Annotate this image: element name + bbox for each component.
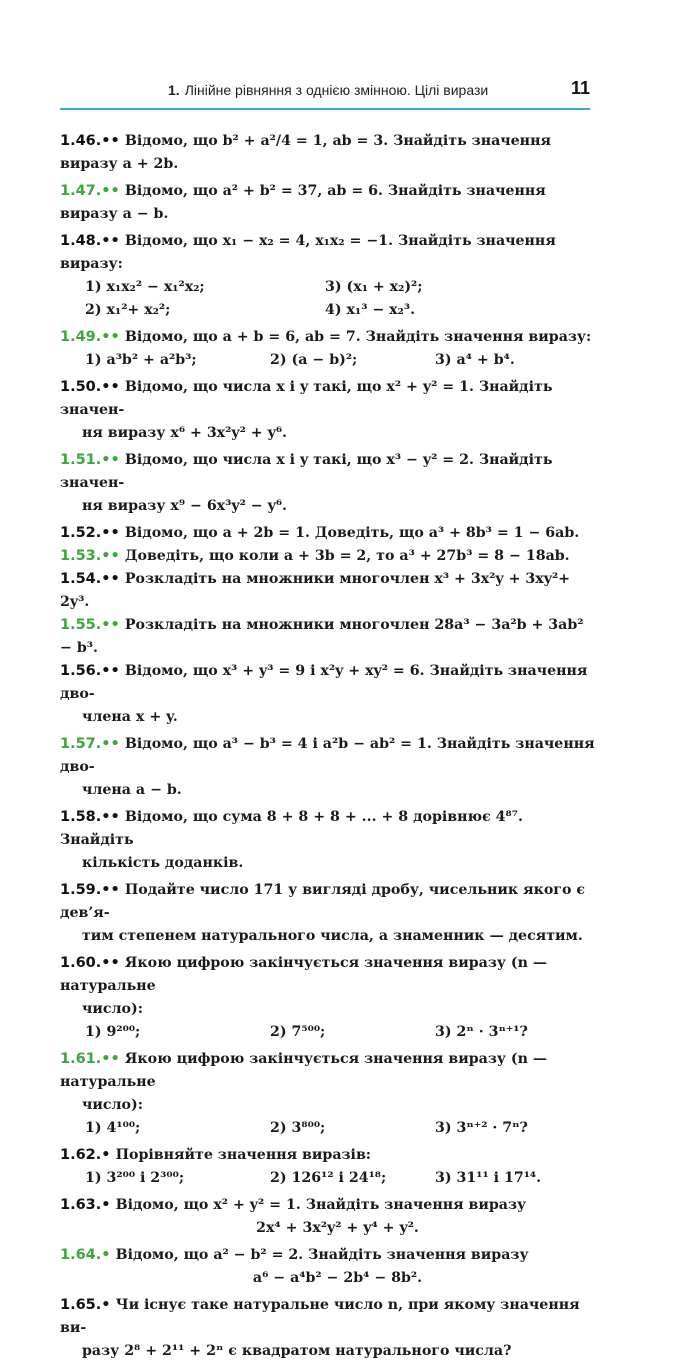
exercise-text: Відомо, що числа x і y такі, що x³ − y² = 2. Знайдіть значен-: [60, 452, 553, 491]
option-2: 2) 3⁸⁰⁰;: [270, 1120, 326, 1136]
exercise-1-51: [60, 449, 595, 518]
exercise-number: 1.56.••: [60, 663, 125, 679]
exercise-text-continued: ня виразу x⁶ + 3x²y² + y⁶.: [82, 425, 287, 441]
exercise-text-continued: ня виразу x⁹ − 6x³y² − y⁶.: [82, 498, 287, 514]
running-header: [60, 72, 590, 110]
option-1: 1) x₁x₂² − x₁²x₂;: [85, 279, 205, 295]
exercise-text: Порівняйте значення виразів:: [115, 1147, 372, 1163]
option-1: 1) a³b² + a²b³;: [85, 352, 197, 368]
exercise-text: Відомо, що a² + b² = 37, ab = 6. Знайдіть значення виразу a − b.: [60, 183, 546, 222]
exercise-1-47: [60, 180, 595, 226]
exercise-text: Відомо, що b² + a²/4 = 1, ab = 3. Знайдіть значення виразу a + 2b.: [60, 133, 551, 172]
option-3: 3) 2ⁿ · 3ⁿ⁺¹?: [435, 1024, 528, 1040]
exercise-1-62: [60, 1144, 595, 1190]
exercise-number: 1.52.••: [60, 525, 125, 541]
option-3: 3) a⁴ + b⁴.: [435, 352, 515, 368]
exercise-text: Якою цифрою закінчується значення виразу (n — натуральне: [60, 955, 548, 994]
exercise-text: Відомо, що числа x і y такі, що x² + y² = 1. Знайдіть значен-: [60, 379, 553, 418]
exercise-text: Відомо, що x² + y² = 1. Знайдіть значення виразу: [115, 1197, 527, 1213]
exercise-1-52: [60, 522, 595, 545]
exercise-number: 1.57.••: [60, 736, 125, 752]
exercise-number: 1.63.•: [60, 1197, 116, 1213]
option-2: 2) (a − b)²;: [270, 352, 358, 368]
option-2: 2) x₁²+ x₂²;: [85, 302, 171, 318]
expression: a⁶ − a⁴b² − 2b⁴ − 8b².: [252, 1270, 423, 1286]
exercise-text: Відомо, що x₁ − x₂ = 4, x₁x₂ = −1. Знайдіть значення виразу:: [60, 233, 556, 272]
exercise-number: 1.60.••: [60, 955, 125, 971]
exercise-text: Відомо, що a² − b² = 2. Знайдіть значення виразу: [115, 1247, 529, 1263]
chapter-title: Лінійне рівняння з однією змінною. Цілі вирази: [184, 82, 489, 98]
exercise-number: 1.46.••: [60, 133, 125, 149]
option-1: 1) 4¹⁰⁰;: [85, 1120, 141, 1136]
exercise-1-49: [60, 326, 595, 372]
exercise-text-continued: кількість доданків.: [82, 855, 244, 871]
exercise-1-61: [60, 1048, 595, 1140]
exercise-text-continued: члена a − b.: [82, 782, 182, 798]
option-1: 1) 9²⁰⁰;: [85, 1024, 141, 1040]
exercise-number: 1.62.•: [60, 1147, 116, 1163]
option-1: 1) 3²⁰⁰ і 2³⁰⁰;: [85, 1170, 185, 1186]
chapter-heading: [168, 82, 488, 98]
exercise-1-59: [60, 879, 595, 948]
exercise-text-continued: число):: [82, 1001, 143, 1017]
page-number: 11: [570, 78, 590, 98]
exercise-1-63: [60, 1194, 595, 1240]
option-2: 2) 126¹² і 24¹⁸;: [270, 1170, 387, 1186]
exercise-text: Доведіть, що коли a + 3b = 2, то a³ + 27b³ = 8 − 18ab.: [124, 548, 570, 564]
exercise-text: Розкладіть на множники многочлен x³ + 3x²y + 3xy²+ 2y³.: [60, 571, 571, 610]
exercise-text: Подайте число 171 у вигляді дробу, чисельник якого є дев’я-: [60, 882, 586, 921]
exercise-1-54: [60, 568, 595, 614]
option-3: 3) (x₁ + x₂)²;: [325, 279, 423, 295]
exercise-number: 1.61.••: [60, 1051, 125, 1067]
exercise-1-58: [60, 806, 595, 875]
exercise-number: 1.58.••: [60, 809, 125, 825]
exercise-text: Відомо, що x³ + y³ = 9 і x²y + xy² = 6. Знайдіть значення дво-: [60, 663, 588, 702]
exercise-text: Відомо, що a³ − b³ = 4 і a²b − ab² = 1. Знайдіть значення дво-: [60, 736, 595, 775]
exercise-text-continued: число):: [82, 1097, 143, 1113]
exercise-text: Якою цифрою закінчується значення виразу (n — натуральне: [60, 1051, 548, 1090]
exercise-number: 1.65.•: [60, 1297, 116, 1313]
exercise-1-56: [60, 660, 595, 729]
exercise-1-50: [60, 376, 595, 445]
exercise-text: Відомо, що сума 8 + 8 + 8 + ... + 8 дорівнює 4⁸⁷. Знайдіть: [60, 809, 523, 848]
exercise-text-continued: разу 2⁸ + 2¹¹ + 2ⁿ є квадратом натурального числа?: [82, 1343, 512, 1359]
option-3: 3) 3ⁿ⁺² · 7ⁿ?: [435, 1120, 528, 1136]
exercise-text-continued: члена x + y.: [82, 709, 178, 725]
exercise-number: 1.50.••: [60, 379, 125, 395]
exercise-number: 1.47.••: [60, 183, 125, 199]
exercise-1-57: [60, 733, 595, 802]
exercise-1-48: [60, 230, 595, 322]
exercise-number: 1.48.••: [60, 233, 125, 249]
exercise-1-65: [60, 1294, 595, 1363]
exercise-text: Відомо, що a + b = 6, ab = 7. Знайдіть значення виразу:: [124, 329, 592, 345]
expression: 2x⁴ + 3x²y² + y⁴ + y².: [256, 1220, 419, 1236]
exercise-1-46: [60, 130, 595, 176]
exercise-text-continued: тим степенем натурального числа, а знаменник — десятим.: [82, 928, 583, 944]
exercise-number: 1.51.••: [60, 452, 125, 468]
exercise-list: [60, 130, 595, 1363]
option-3: 3) 31¹¹ і 17¹⁴.: [435, 1170, 542, 1186]
exercise-1-60: [60, 952, 595, 1044]
exercise-text: Чи існує таке натуральне число n, при якому значення ви-: [60, 1297, 580, 1336]
exercise-1-64: [60, 1244, 595, 1290]
exercise-number: 1.53.••: [60, 548, 125, 564]
chapter-number: 1.: [168, 82, 180, 98]
exercise-1-53: [60, 545, 595, 568]
exercise-number: 1.55.••: [60, 617, 125, 633]
exercise-text: Розкладіть на множники многочлен 28a³ − 3a²b + 3ab² − b³.: [60, 617, 584, 656]
option-2: 2) 7⁵⁰⁰;: [270, 1024, 326, 1040]
exercise-1-55: [60, 614, 595, 660]
option-4: 4) x₁³ − x₂³.: [325, 302, 416, 318]
exercise-number: 1.64.•: [60, 1247, 116, 1263]
exercise-number: 1.59.••: [60, 882, 125, 898]
exercise-number: 1.49.••: [60, 329, 125, 345]
exercise-text: Відомо, що a + 2b = 1. Доведіть, що a³ + 8b³ = 1 − 6ab.: [124, 525, 580, 541]
exercise-number: 1.54.••: [60, 571, 125, 587]
